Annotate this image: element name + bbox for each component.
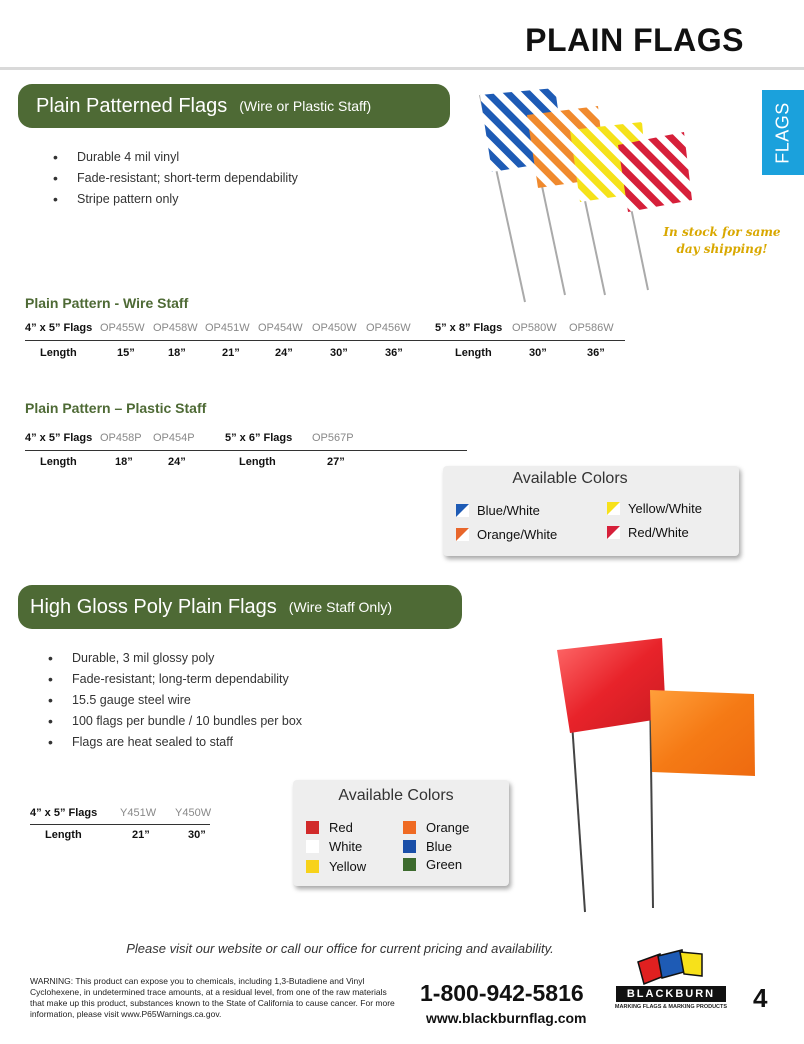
color-label: Orange/White bbox=[477, 527, 558, 542]
section2-colors-panel bbox=[293, 780, 509, 886]
gloss-flags-image bbox=[550, 630, 765, 920]
color-label: Red bbox=[329, 820, 353, 835]
product-code: OP451W bbox=[205, 322, 250, 334]
list-item: • 15.5 gauge steel wire bbox=[48, 690, 302, 711]
section2-title: High Gloss Poly Plain Flags bbox=[30, 595, 277, 618]
color-option bbox=[306, 820, 353, 835]
header-divider bbox=[0, 67, 804, 70]
section1-subtitle: (Wire or Plastic Staff) bbox=[239, 98, 372, 114]
logo-tagline: MARKING FLAGS & MARKING PRODUCTS bbox=[614, 1004, 728, 1010]
pricing-note: Please visit our website or call our office for current pricing and availability. bbox=[126, 941, 554, 956]
prop65-warning: WARNING: This product can expose you to chemicals, including 1,3-Butadiene and Vinyl Cyclohexene, in undetermined trace amounts, at a residual level, from one of the raw materials that make up this product, substances known to the State of California to cause cancer. For more information, please visit www.P65Warnings.ca.gov. bbox=[30, 976, 395, 1019]
red-swatch-icon bbox=[306, 821, 319, 834]
table-rule bbox=[25, 450, 467, 451]
logo-flags-icon bbox=[632, 948, 712, 988]
list-item: • Fade-resistant; long-term dependability bbox=[48, 669, 302, 690]
row-label: Length bbox=[40, 456, 77, 468]
orange-white-swatch-icon bbox=[456, 528, 469, 541]
colors-title: Available Colors bbox=[512, 470, 628, 487]
product-code: OP456W bbox=[366, 322, 411, 334]
color-label: Blue bbox=[426, 839, 453, 854]
section1-bullets bbox=[53, 147, 298, 210]
red-white-swatch-icon bbox=[607, 526, 620, 539]
length-value: 27” bbox=[327, 456, 345, 468]
product-code: OP458P bbox=[100, 432, 142, 444]
color-option bbox=[306, 859, 366, 874]
size-label: 5” x 8” Flags bbox=[435, 322, 503, 334]
section1-banner bbox=[18, 84, 450, 128]
product-code: OP455W bbox=[100, 322, 145, 334]
side-tab[interactable] bbox=[762, 90, 804, 175]
orange-swatch-icon bbox=[403, 821, 416, 834]
product-code: Y451W bbox=[120, 807, 157, 819]
wire-staff-heading: Plain Pattern - Wire Staff bbox=[25, 295, 189, 311]
product-code: Y450W bbox=[175, 807, 212, 819]
table-rule bbox=[25, 340, 625, 341]
color-label: Blue/White bbox=[477, 503, 540, 518]
color-option bbox=[456, 527, 557, 542]
table-rule bbox=[30, 824, 210, 825]
page-number: 4 bbox=[753, 983, 768, 1013]
green-swatch-icon bbox=[403, 858, 416, 871]
color-label: White bbox=[329, 839, 363, 854]
length-value: 30” bbox=[330, 347, 348, 359]
length-value: 21” bbox=[222, 347, 240, 359]
size-label: 4” x 5” Flags bbox=[30, 807, 98, 819]
row-label: Length bbox=[455, 347, 492, 359]
size-label: 5” x 6” Flags bbox=[225, 432, 293, 444]
row-label: Length bbox=[40, 347, 77, 359]
stock-note bbox=[662, 224, 782, 258]
list-item: • Flags are heat sealed to staff bbox=[48, 732, 302, 753]
blackburn-logo bbox=[614, 948, 726, 1018]
color-option bbox=[403, 857, 462, 872]
patterned-flags-image bbox=[470, 80, 710, 310]
phone-number[interactable]: 1-800-942-5816 bbox=[420, 980, 584, 1006]
product-code: OP458W bbox=[153, 322, 198, 334]
size-label: 4” x 5” Flags bbox=[25, 432, 93, 444]
color-label: Orange bbox=[426, 820, 470, 835]
product-code: OP454W bbox=[258, 322, 303, 334]
yellow-white-swatch-icon bbox=[607, 502, 620, 515]
product-code: OP586W bbox=[569, 322, 614, 334]
product-code: OP450W bbox=[312, 322, 357, 334]
section2-subtitle: (Wire Staff Only) bbox=[288, 599, 392, 615]
color-option bbox=[403, 820, 469, 835]
color-option bbox=[306, 839, 362, 854]
list-item: • 100 flags per bundle / 10 bundles per box bbox=[48, 711, 302, 732]
colors-title: Available Colors bbox=[338, 787, 454, 804]
color-option bbox=[456, 503, 540, 518]
stock-note-line: In stock for same bbox=[663, 225, 781, 239]
length-value: 24” bbox=[275, 347, 293, 359]
length-value: 30” bbox=[529, 347, 547, 359]
page-title: PLAIN FLAGS bbox=[525, 22, 744, 58]
length-value: 18” bbox=[115, 456, 133, 468]
color-label: Red/White bbox=[628, 525, 689, 540]
section2-bullets bbox=[48, 648, 302, 753]
blue-swatch-icon bbox=[403, 840, 416, 853]
length-value: 36” bbox=[587, 347, 605, 359]
length-value: 30” bbox=[188, 829, 206, 841]
side-tab-label: FLAGS bbox=[772, 101, 793, 164]
length-value: 15” bbox=[117, 347, 135, 359]
section2-banner bbox=[18, 585, 462, 629]
length-value: 36” bbox=[385, 347, 403, 359]
color-option bbox=[607, 525, 689, 540]
color-label: Yellow bbox=[329, 859, 367, 874]
blue-white-swatch-icon bbox=[456, 504, 469, 517]
yellow-swatch-icon bbox=[306, 860, 319, 873]
length-value: 18” bbox=[168, 347, 186, 359]
color-option bbox=[607, 501, 702, 516]
product-code: OP580W bbox=[512, 322, 557, 334]
color-label: Yellow/White bbox=[628, 501, 702, 516]
list-item: • Stripe pattern only bbox=[53, 189, 298, 210]
stock-note-line: day shipping! bbox=[676, 242, 768, 256]
list-item: • Fade-resistant; short-term dependability bbox=[53, 168, 298, 189]
list-item: • Durable, 3 mil glossy poly bbox=[48, 648, 302, 669]
size-label: 4” x 5” Flags bbox=[25, 322, 93, 334]
product-code: OP454P bbox=[153, 432, 195, 444]
white-swatch-icon bbox=[306, 840, 319, 853]
length-value: 24” bbox=[168, 456, 186, 468]
section1-title: Plain Patterned Flags bbox=[36, 94, 228, 117]
website-link[interactable]: www.blackburnflag.com bbox=[426, 1010, 587, 1026]
color-option bbox=[403, 839, 452, 854]
length-value: 21” bbox=[132, 829, 150, 841]
row-label: Length bbox=[239, 456, 276, 468]
logo-wordmark: BLACKBURN bbox=[616, 986, 726, 1002]
section1-colors-panel bbox=[443, 466, 739, 556]
product-code: OP567P bbox=[312, 432, 354, 444]
plastic-staff-heading: Plain Pattern – Plastic Staff bbox=[25, 400, 207, 416]
row-label: Length bbox=[45, 829, 82, 841]
color-label: Green bbox=[426, 857, 463, 872]
list-item: • Durable 4 mil vinyl bbox=[53, 147, 298, 168]
